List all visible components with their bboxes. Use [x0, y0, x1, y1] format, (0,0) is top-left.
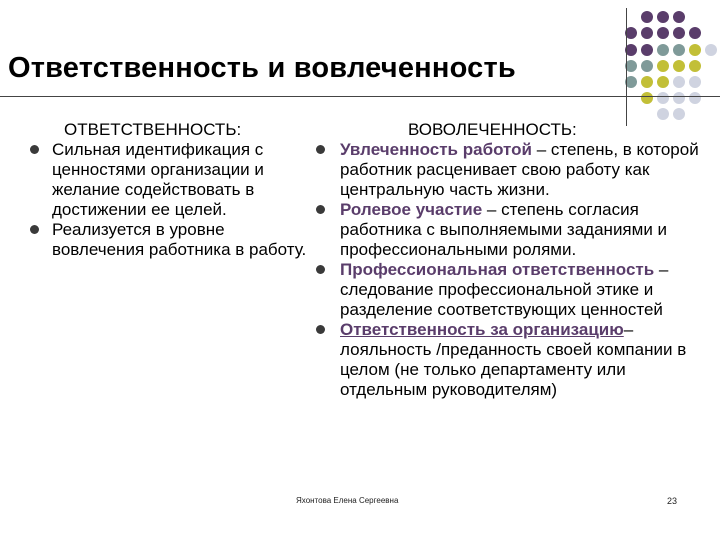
right-heading: ВОВОЛЕЧЕННОСТЬ:	[408, 120, 577, 139]
bullet-term: Ответственность за организацию	[340, 320, 624, 339]
left-bullet-list	[30, 140, 310, 260]
right-bullet-item	[316, 260, 700, 320]
left-column	[30, 120, 310, 260]
slide-title: Ответственность и вовлеченность	[8, 52, 516, 84]
title-vertical-divider	[626, 8, 627, 126]
dot-row-2	[625, 27, 701, 39]
footer-author: Яхонтова Елена Сергеевна	[296, 496, 399, 505]
right-bullet-item	[316, 320, 700, 400]
bullet-icon	[30, 225, 39, 234]
right-bullet-item	[316, 140, 700, 200]
left-bullet-text: Сильная идентификация с ценностями организации и желание содействовать в достижении ее целей.	[52, 140, 264, 219]
page-number: 23	[667, 496, 678, 506]
left-bullet-text: Реализуется в уровне вовлечения работника в работу.	[52, 220, 307, 259]
bullet-icon	[316, 265, 325, 274]
bullet-text: – степень, в которой работник расценивает свою работу как центральную часть жизни.	[340, 140, 699, 199]
bullet-term: Увлеченность работой	[340, 140, 532, 159]
left-bullet-item	[30, 220, 310, 260]
bullet-text: – степень согласия работника с выполняемыми заданиями и профессиональными ролями.	[340, 200, 668, 259]
title-horizontal-divider	[0, 96, 720, 97]
right-bullet-list	[316, 140, 700, 400]
bullet-text: – следование профессиональной этике и разделение соответствующих ценностей	[340, 260, 669, 319]
right-bullet-item	[316, 200, 700, 260]
bullet-icon	[316, 325, 325, 334]
dot-row-7	[657, 108, 685, 120]
bullet-term: Профессиональная ответственность	[340, 260, 655, 279]
left-heading: ОТВЕТСТВЕННОСТЬ:	[64, 120, 242, 139]
dot-row-4	[625, 60, 701, 72]
bullet-icon	[316, 205, 325, 214]
bullet-icon	[30, 145, 39, 154]
dot-row-1	[641, 11, 685, 23]
right-column	[316, 120, 700, 400]
dot-row-6	[641, 92, 701, 104]
bullet-text: – лояльность /преданность своей компании в целом (не только департаменту или отдельным руководителям)	[340, 320, 687, 399]
bullet-icon	[316, 145, 325, 154]
left-bullet-item	[30, 140, 310, 220]
bullet-term: Ролевое участие	[340, 200, 483, 219]
dot-row-3	[625, 44, 717, 56]
dot-row-5	[625, 76, 701, 88]
